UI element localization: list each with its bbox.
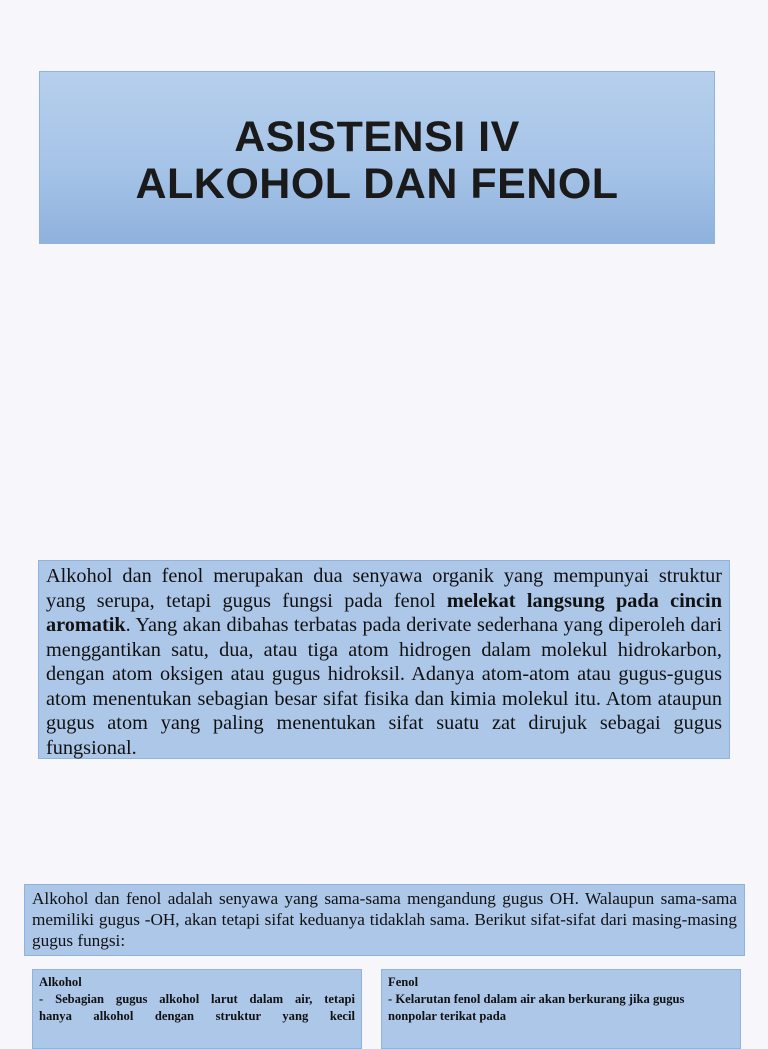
title-box — [39, 71, 715, 244]
intro-text-after: . Yang akan dibahas terbatas pada derivate sederhana yang diperoleh dari menggantikan satu, dua, atau tiga atom hidrogen dalam molekul hidrokarbon, dengan atom oksigen atau gugus hidroksil. Adanya atom-atom atau gugus-gugus atom menentukan sebagian besar sifat fisika dan kimia molekul itu. Atom ataupun gugus atom yang paling menentukan sifat suatu zat dirujuk sebagai gugus fungsional. — [46, 614, 722, 759]
comparison-paragraph-box — [24, 884, 745, 956]
title-line-2: ALKOHOL DAN FENOL — [135, 159, 619, 208]
alkohol-properties-box — [32, 969, 362, 1049]
title-line-1: ASISTENSI IV — [234, 112, 520, 161]
alkohol-heading: Alkohol — [39, 975, 82, 989]
intro-bold-text: melekat langsung pada cincin aromatik — [46, 589, 722, 636]
fenol-properties-box — [381, 969, 741, 1049]
intro-text-before: Alkohol dan fenol merupakan dua senyawa organik yang mempunyai struktur yang serupa, tetapi gugus fungsi pada fenol — [46, 565, 722, 612]
alkohol-line-1: - Sebagian gugus alkohol larut dalam air, tetapi — [39, 992, 355, 1006]
alkohol-line-2: hanya alkohol dengan struktur yang kecil — [39, 1009, 355, 1023]
fenol-line-2: nonpolar terikat pada — [388, 1009, 507, 1023]
intro-paragraph-box — [38, 560, 730, 759]
comparison-text: Alkohol dan fenol adalah senyawa yang sama-sama mengandung gugus OH. Walaupun sama-sama memiliki gugus -OH, akan tetapi sifat keduanya tidaklah sama. Berikut sifat-sifat dari masing-masing gugus fungsi: — [32, 889, 737, 950]
fenol-line-1: - Kelarutan fenol dalam air akan berkurang jika gugus — [388, 992, 685, 1006]
fenol-heading: Fenol — [388, 975, 419, 989]
